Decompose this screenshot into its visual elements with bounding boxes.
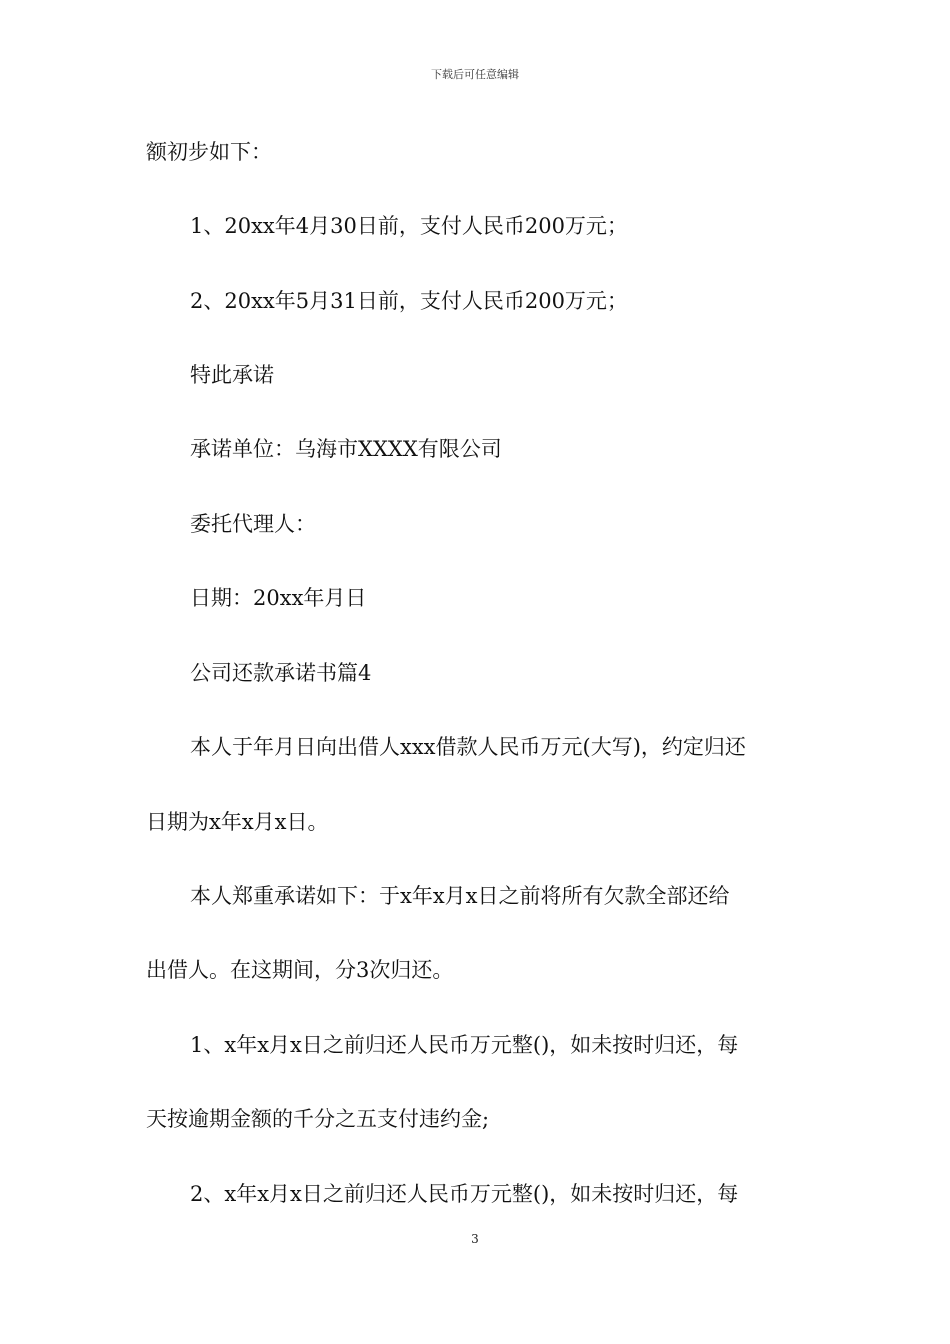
text-line-5: 承诺单位：乌海市XXXX有限公司	[190, 437, 502, 461]
text-line-4: 特此承诺	[190, 363, 274, 387]
text-line-3: 2、20xx年5月31日前，支付人民币200万元；	[190, 289, 628, 313]
section-heading: 公司还款承诺书篇4	[190, 661, 372, 685]
text-line-2: 1、20xx年4月30日前，支付人民币200万元；	[190, 214, 628, 238]
page-header: 下载后可任意编辑	[431, 68, 519, 81]
text-line-14: 天按逾期金额的千分之五支付违约金;	[146, 1107, 490, 1131]
text-line-6: 委托代理人：	[190, 512, 316, 536]
text-line-10: 日期为x年x月x日。	[146, 810, 329, 834]
text-line-1: 额初步如下：	[146, 140, 272, 164]
text-line-11: 本人郑重承诺如下：于x年x月x日之前将所有欠款全部还给	[190, 884, 730, 908]
page-number: 3	[471, 1232, 479, 1246]
text-line-13: 1、x年x月x日之前归还人民币万元整()，如未按时归还，每	[190, 1033, 739, 1057]
text-line-9: 本人于年月日向出借人xxx借款人民币万元(大写)，约定归还	[190, 735, 746, 759]
text-line-15: 2、x年x月x日之前归还人民币万元整()，如未按时归还，每	[190, 1182, 739, 1206]
text-line-12: 出借人。在这期间，分3次归还。	[146, 958, 454, 982]
text-line-7: 日期：20xx年月日	[190, 586, 367, 610]
